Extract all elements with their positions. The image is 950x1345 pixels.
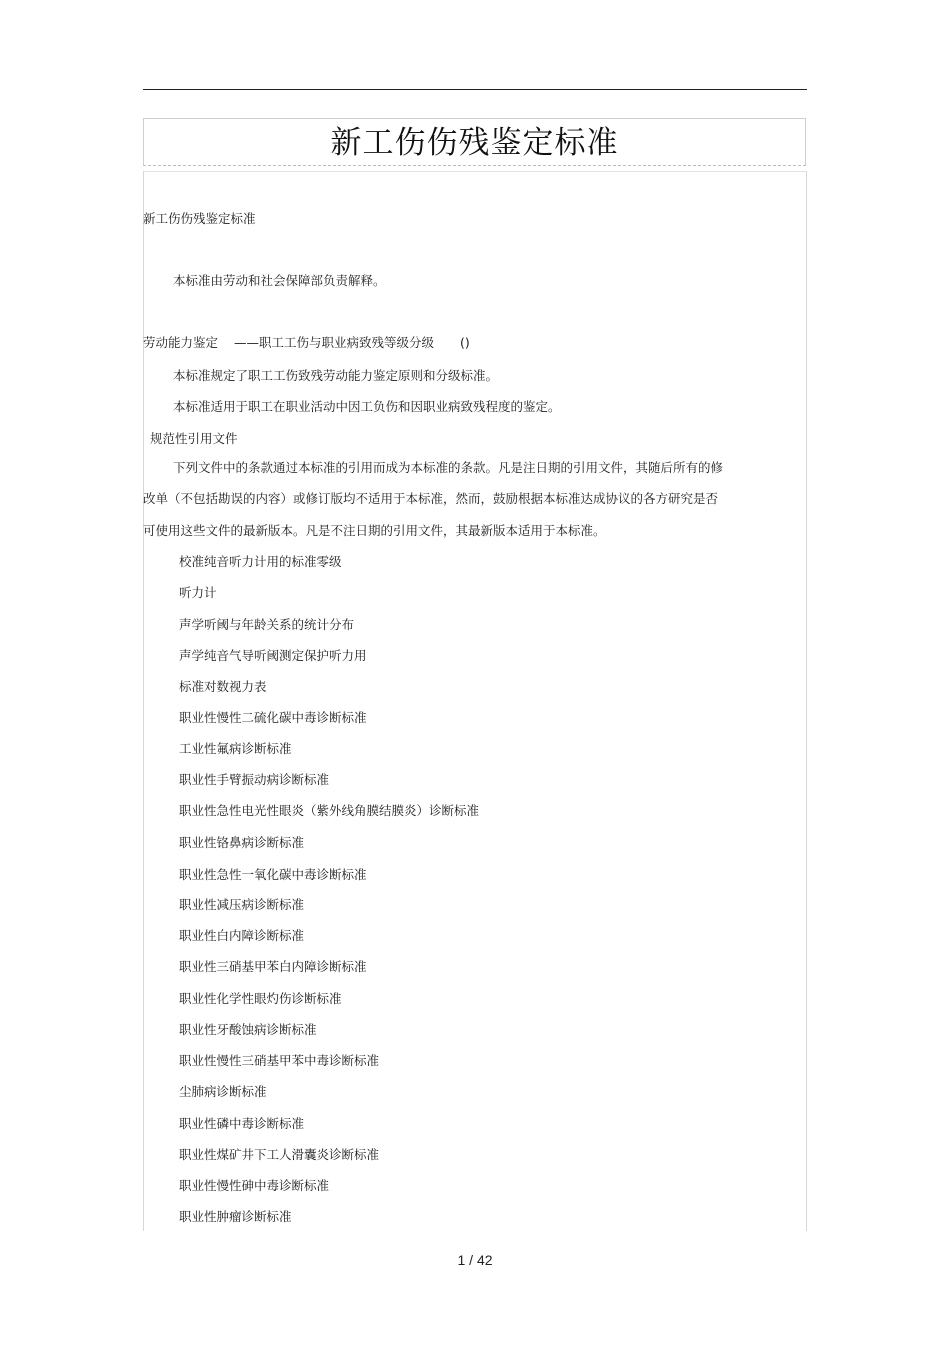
scope-paragraph-2: 本标准适用于职工在职业活动中因工负伤和因职业病致残程度的鉴定。 xyxy=(173,399,561,414)
reference-item: 职业性慢性砷中毒诊断标准 xyxy=(179,1178,330,1193)
standard-name-rest: ——职工工伤与职业病致残等级分级 xyxy=(233,335,434,350)
reference-item: 标准对数视力表 xyxy=(179,679,267,694)
subtitle-line: 新工伤伤残鉴定标准 xyxy=(143,211,256,226)
normative-paragraph-line-2: 改单（不包括勘误的内容）或修订版均不适用于本标准，然而，鼓励根据本标准达成协议的各方研究是否 xyxy=(143,491,719,506)
reference-item: 职业性手臂振动病诊断标准 xyxy=(179,772,330,787)
standard-name-prefix: 劳动能力鉴定 xyxy=(143,335,219,350)
reference-item: 声学纯音气导听阈测定保护听力用 xyxy=(179,648,367,663)
reference-item: 声学听阈与年龄关系的统计分布 xyxy=(179,617,355,632)
reference-item: 职业性减压病诊断标准 xyxy=(179,897,305,912)
normative-heading: 规范性引用文件 xyxy=(150,431,238,446)
page-number: 1 / 42 xyxy=(457,1252,493,1268)
reference-item: 职业性急性一氧化碳中毒诊断标准 xyxy=(179,867,367,882)
title-box xyxy=(143,118,806,166)
document-title: 新工伤伤残鉴定标准 xyxy=(330,125,619,161)
interpretation-line: 本标准由劳动和社会保障部负责解释。 xyxy=(173,273,386,288)
content-frame xyxy=(143,171,807,1231)
reference-item: 职业性牙酸蚀病诊断标准 xyxy=(179,1022,317,1037)
reference-item: 职业性铬鼻病诊断标准 xyxy=(179,835,305,850)
reference-item: 校准纯音听力计用的标准零级 xyxy=(179,554,342,569)
standard-name-paren: () xyxy=(459,335,470,350)
reference-item: 尘肺病诊断标准 xyxy=(179,1084,267,1099)
standard-name-line xyxy=(143,335,470,351)
reference-item: 职业性急性电光性眼炎（紫外线角膜结膜炎）诊断标准 xyxy=(179,803,480,818)
reference-item: 职业性煤矿井下工人滑囊炎诊断标准 xyxy=(179,1147,380,1162)
reference-item: 职业性慢性二硫化碳中毒诊断标准 xyxy=(179,710,367,725)
normative-paragraph-line-3: 可使用这些文件的最新版本。凡是不注日期的引用文件，其最新版本适用于本标准。 xyxy=(143,523,606,538)
reference-item: 职业性慢性三硝基甲苯中毒诊断标准 xyxy=(179,1053,380,1068)
reference-item: 职业性化学性眼灼伤诊断标准 xyxy=(179,991,342,1006)
normative-paragraph-line-1: 下列文件中的条款通过本标准的引用而成为本标准的条款。凡是注日期的引用文件，其随后所有的修 xyxy=(173,460,724,475)
reference-item: 职业性肿瘤诊断标准 xyxy=(179,1209,292,1224)
reference-item: 听力计 xyxy=(179,585,217,600)
reference-item: 职业性三硝基甲苯白内障诊断标准 xyxy=(179,959,367,974)
scope-paragraph-1: 本标准规定了职工工伤致残劳动能力鉴定原则和分级标准。 xyxy=(173,368,499,383)
reference-item: 职业性磷中毒诊断标准 xyxy=(179,1116,305,1131)
reference-item: 工业性氟病诊断标准 xyxy=(179,741,292,756)
reference-item: 职业性白内障诊断标准 xyxy=(179,928,305,943)
header-rule xyxy=(143,89,807,90)
